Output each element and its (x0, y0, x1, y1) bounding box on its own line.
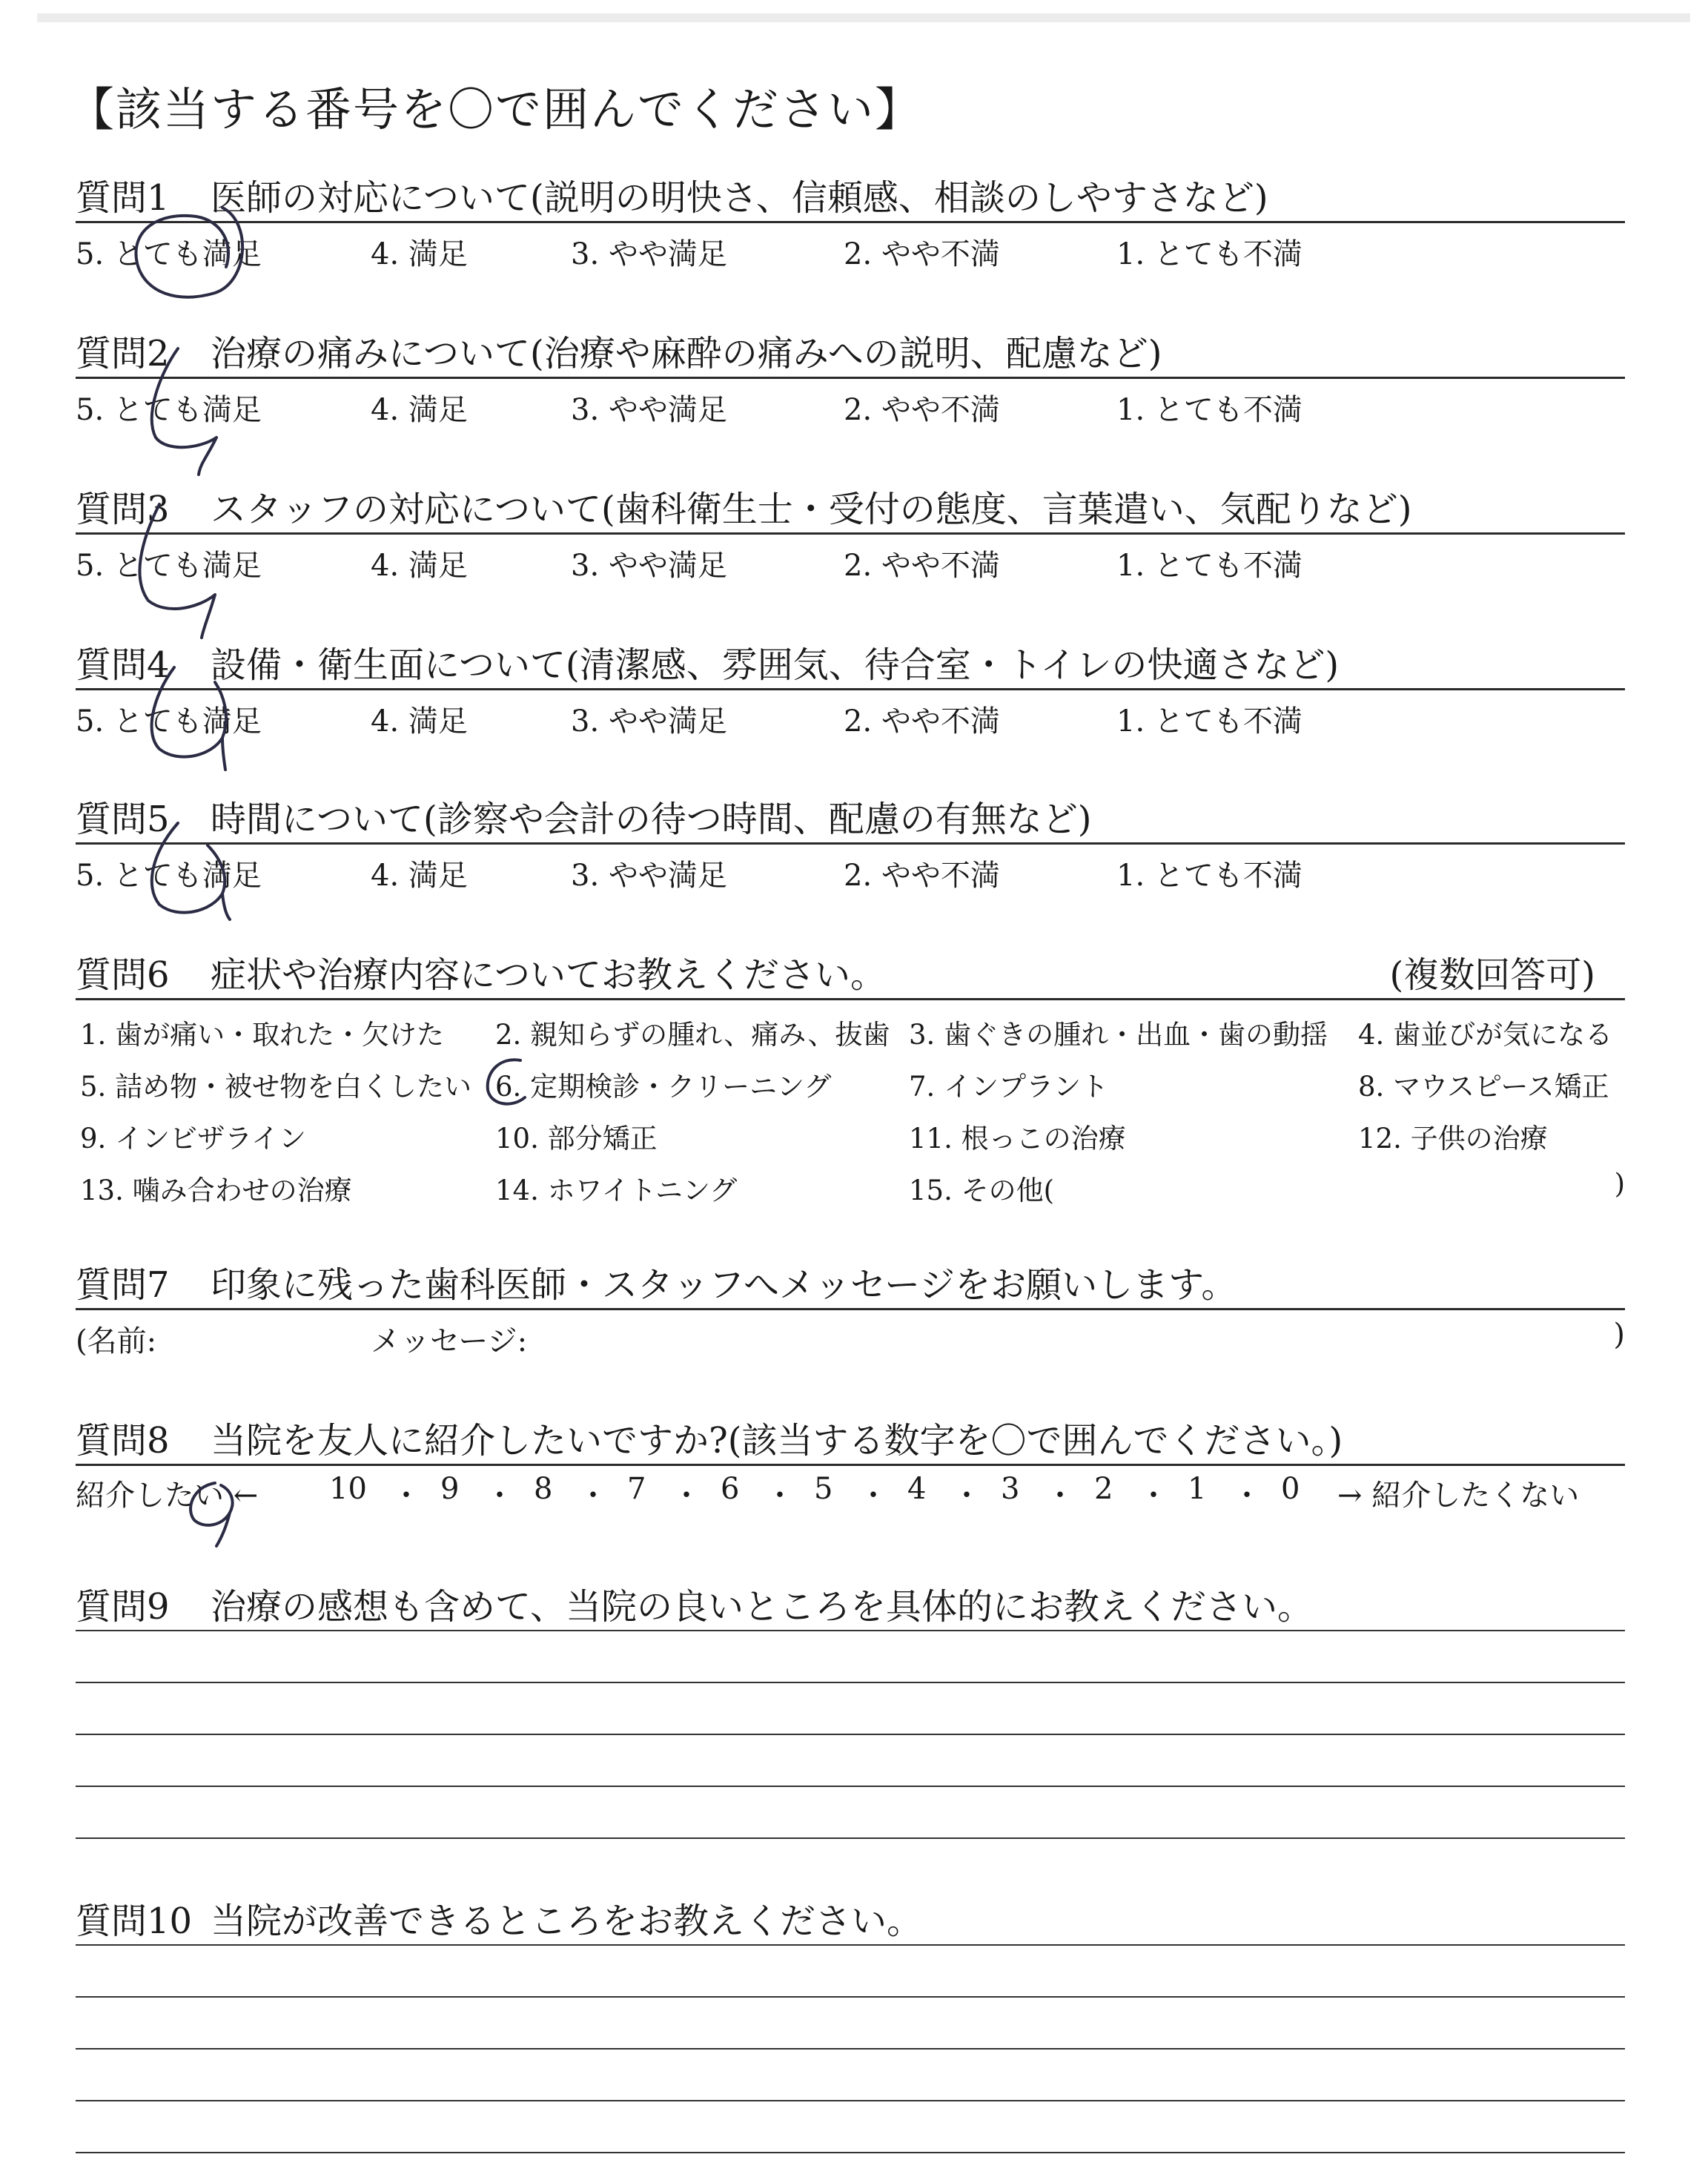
question-title: スタッフの対応について(歯科衛生士・受付の態度、言葉遣い、気配りなど) (211, 489, 1412, 530)
rating-option-3[interactable]: 3. やや満足 (571, 704, 727, 739)
question-number: 質問6 (76, 954, 170, 996)
rating-option-3[interactable]: 3. やや満足 (571, 549, 727, 583)
question-4 (76, 636, 1625, 742)
answer-line[interactable] (76, 1630, 1625, 1631)
rating-option-4[interactable]: 4. 満足 (371, 859, 468, 893)
question-7 (76, 1256, 1625, 1362)
message-close-paren: ) (1613, 1318, 1625, 1352)
treatment-option-3[interactable]: 3. 歯ぐきの腫れ・出血・歯の動揺 (909, 1019, 1328, 1051)
answer-line[interactable] (76, 1944, 1625, 1946)
answer-line[interactable] (76, 1996, 1625, 1998)
scale-left-label: 紹介したい ← (76, 1479, 259, 1513)
treatment-option-5[interactable]: 5. 詰め物・被せ物を白くしたい (80, 1071, 472, 1103)
answer-line[interactable] (76, 1734, 1625, 1735)
scale-value-7[interactable]: 7 (627, 1472, 646, 1506)
scale-value-5[interactable]: 5 (814, 1472, 833, 1506)
name-label: (名前: (76, 1324, 157, 1358)
question-title: 印象に残った歯科医師・スタッフへメッセージをお願いします。 (211, 1264, 1237, 1306)
treatment-option-12[interactable]: 12. 子供の治療 (1358, 1123, 1548, 1155)
divider (76, 998, 1625, 1000)
question-2 (76, 325, 1625, 431)
rating-option-4[interactable]: 4. 満足 (371, 237, 468, 271)
question-6 (76, 946, 1625, 1227)
question-title: 医師の対応について(説明の明快さ、信頼感、相談のしやすさなど) (211, 177, 1268, 219)
recommend-scale (76, 1472, 1625, 1516)
question-title: 設備・衛生面について(清潔感、雰囲気、待合室・トイレの快適さなど) (211, 644, 1340, 686)
scale-dot: ・ (485, 1479, 514, 1513)
question-5 (76, 790, 1625, 896)
scale-value-9[interactable]: 9 (440, 1472, 460, 1506)
scale-value-1[interactable]: 1 (1188, 1472, 1207, 1506)
scale-dot: ・ (578, 1479, 608, 1513)
rating-option-4[interactable]: 4. 満足 (371, 704, 468, 739)
question-title: 症状や治療内容についてお教えください。 (211, 954, 887, 996)
message-label: メッセージ: (371, 1324, 528, 1358)
divider (76, 377, 1625, 379)
treatment-option-6[interactable]: 6. 定期検診・クリーニング (495, 1071, 832, 1103)
question-number: 質問1 (76, 177, 170, 219)
scale-value-3[interactable]: 3 (1001, 1472, 1020, 1506)
scale-value-0[interactable]: 0 (1281, 1472, 1300, 1506)
question-10 (76, 1892, 1625, 2153)
question-number: 質問7 (76, 1264, 170, 1306)
scale-value-4[interactable]: 4 (907, 1472, 927, 1506)
treatment-option-9[interactable]: 9. インビザライン (80, 1123, 306, 1155)
divider (76, 842, 1625, 845)
treatment-option-14[interactable]: 14. ホワイトニング (495, 1175, 738, 1206)
divider (76, 221, 1625, 223)
multiple-answers-note: (複数回答可) (1389, 954, 1595, 996)
answer-line[interactable] (76, 2152, 1625, 2153)
answer-line[interactable] (76, 1682, 1625, 1683)
question-title: 治療の感想も含めて、当院の良いところを具体的にお教えください。 (211, 1586, 1314, 1628)
question-8 (76, 1412, 1625, 1516)
scale-value-8[interactable]: 8 (534, 1472, 553, 1506)
rating-option-2[interactable]: 2. やや不満 (844, 237, 1000, 271)
answer-line[interactable] (76, 2048, 1625, 2050)
question-number: 質問4 (76, 644, 170, 686)
answer-line[interactable] (76, 1837, 1625, 1839)
question-number: 質問10 (76, 1900, 193, 1942)
rating-options (76, 386, 1625, 431)
rating-option-3[interactable]: 3. やや満足 (571, 237, 727, 271)
rating-option-4[interactable]: 4. 満足 (371, 393, 468, 427)
question-1 (76, 169, 1625, 275)
scale-value-10[interactable]: 10 (329, 1472, 367, 1506)
rating-options (76, 542, 1625, 587)
scale-dot: ・ (1139, 1479, 1168, 1513)
question-number: 質問8 (76, 1420, 170, 1462)
treatment-options (76, 1012, 1625, 1227)
scale-dot: ・ (1232, 1479, 1262, 1513)
question-number: 質問5 (76, 799, 170, 840)
scale-dot: ・ (952, 1479, 982, 1513)
scale-value-2[interactable]: 2 (1094, 1472, 1113, 1506)
scale-dot: ・ (391, 1479, 421, 1513)
rating-option-1[interactable]: 1. とても不満 (1116, 859, 1302, 893)
treatment-option-2[interactable]: 2. 親知らずの腫れ、痛み、抜歯 (495, 1019, 890, 1051)
rating-option-2[interactable]: 2. やや不満 (844, 704, 1000, 739)
treatment-option-8[interactable]: 8. マウスピース矯正 (1358, 1071, 1609, 1103)
treatment-option-11[interactable]: 11. 根っこの治療 (909, 1123, 1126, 1155)
treatment-option-4[interactable]: 4. 歯並びが気になる (1358, 1019, 1613, 1051)
question-title: 当院が改善できるところをお教えください。 (211, 1900, 923, 1942)
question-number: 質問2 (76, 333, 170, 374)
question-title: 治療の痛みについて(治療や麻酔の痛みへの説明、配慮など) (211, 333, 1162, 374)
rating-option-2[interactable]: 2. やや不満 (844, 859, 1000, 893)
rating-option-5[interactable]: 5. とても満足 (76, 237, 262, 271)
rating-option-1[interactable]: 1. とても不満 (1116, 549, 1302, 583)
scale-dot: ・ (858, 1479, 888, 1513)
question-number: 質問9 (76, 1586, 170, 1628)
rating-options (76, 231, 1625, 275)
rating-option-5[interactable]: 5. とても満足 (76, 393, 262, 427)
treatment-option-1[interactable]: 1. 歯が痛い・取れた・欠けた (80, 1019, 445, 1051)
question-9 (76, 1578, 1625, 1839)
scale-dot: ・ (765, 1479, 795, 1513)
rating-option-2[interactable]: 2. やや不満 (844, 549, 1000, 583)
rating-option-2[interactable]: 2. やや不満 (844, 393, 1000, 427)
rating-option-5[interactable]: 5. とても満足 (76, 859, 262, 893)
other-close-paren: ) (1614, 1168, 1625, 1200)
answer-line[interactable] (76, 1786, 1625, 1787)
treatment-option-10[interactable]: 10. 部分矯正 (495, 1123, 658, 1155)
answer-line[interactable] (76, 2100, 1625, 2101)
rating-option-4[interactable]: 4. 満足 (371, 549, 468, 583)
scale-value-6[interactable]: 6 (721, 1472, 740, 1506)
rating-options (76, 852, 1625, 896)
treatment-option-15[interactable]: 15. その他( (909, 1175, 1055, 1206)
question-title: 時間について(診察や会計の待つ時間、配慮の有無など) (211, 799, 1092, 840)
rating-option-3[interactable]: 3. やや満足 (571, 393, 727, 427)
rating-option-1[interactable]: 1. とても不満 (1116, 237, 1302, 271)
rating-option-1[interactable]: 1. とても不満 (1116, 704, 1302, 739)
rating-options (76, 698, 1625, 742)
scale-dot: ・ (1045, 1479, 1075, 1513)
question-title: 当院を友人に紹介したいですか?(該当する数字を〇で囲んでください。) (211, 1420, 1343, 1462)
message-field[interactable] (76, 1318, 1625, 1362)
divider (76, 532, 1625, 535)
question-3 (76, 480, 1625, 587)
rating-option-5[interactable]: 5. とても満足 (76, 549, 262, 583)
rating-option-1[interactable]: 1. とても不満 (1116, 393, 1302, 427)
treatment-option-13[interactable]: 13. 噛み合わせの治療 (80, 1175, 352, 1206)
divider (76, 1308, 1625, 1310)
divider (76, 1464, 1625, 1466)
scale-right-label: → 紹介したくない (1337, 1479, 1580, 1513)
form-instruction-header: 【該当する番号を〇で囲んでください】 (68, 82, 923, 136)
divider (76, 688, 1625, 690)
scale-dot: ・ (672, 1479, 701, 1513)
treatment-option-7[interactable]: 7. インプラント (909, 1071, 1109, 1103)
question-number: 質問3 (76, 489, 170, 530)
rating-option-5[interactable]: 5. とても満足 (76, 704, 262, 739)
rating-option-3[interactable]: 3. やや満足 (571, 859, 727, 893)
